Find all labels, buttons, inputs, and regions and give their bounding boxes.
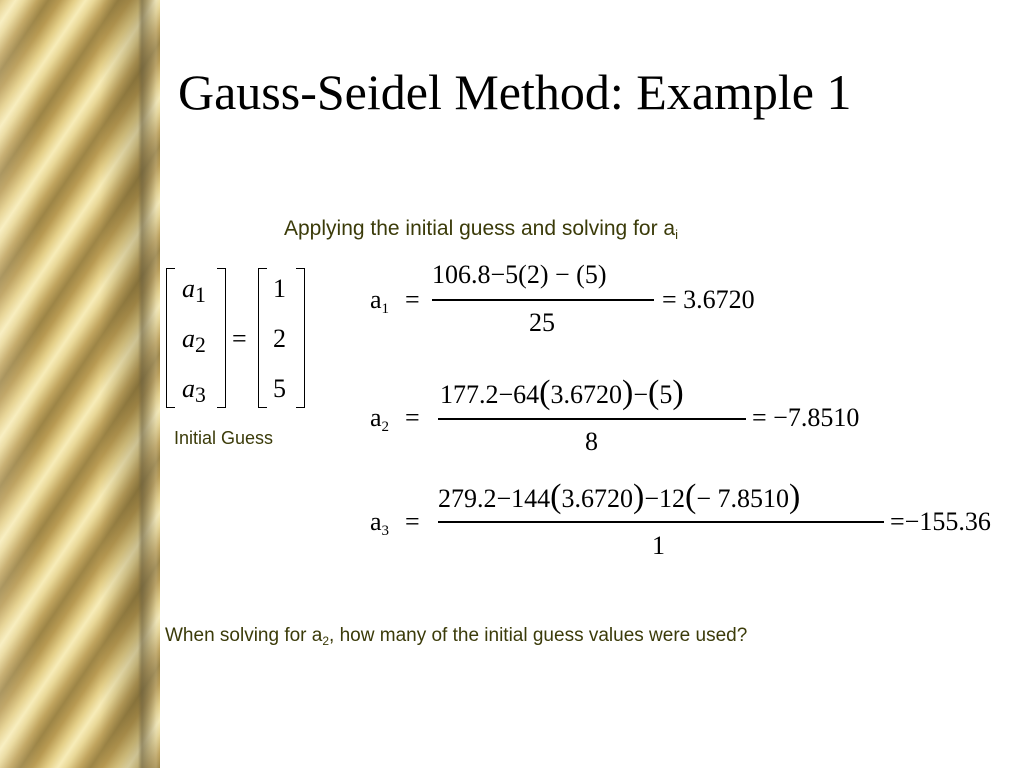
unknown-a1: $a_1$	[182, 274, 206, 307]
eq1-numerator: 106.8−5(2) − (5)	[432, 260, 607, 289]
eq3-fraction-bar	[438, 521, 884, 523]
unknown-a2: $a_2$	[182, 324, 206, 357]
value-2: 2	[273, 324, 286, 353]
sidebar-shadow	[0, 0, 160, 768]
eq2-denominator: 8	[585, 427, 598, 456]
eq1-result: = 3.6720	[662, 285, 755, 314]
value-3: 5	[273, 374, 286, 403]
question-text: When solving for $a_2$, how many of the initial guess values were used?	[165, 625, 748, 648]
unknowns-vector	[166, 268, 226, 410]
eq1-lhs: $a_1$	[370, 285, 390, 317]
eq1-fraction-bar	[432, 299, 654, 301]
left-bracket	[166, 268, 175, 408]
eq2-lhs: $a_2$	[370, 403, 390, 435]
unknown-a3: $a_3$	[182, 374, 206, 407]
subtitle-text: Applying the initial guess and solving for a	[284, 217, 676, 240]
eq1-equals: =	[405, 285, 420, 314]
eq2-numerator: 177.2−64(3.6720)−(5)	[440, 374, 684, 411]
eq3-result: =−155.36	[890, 507, 991, 536]
eq2-equals: =	[405, 403, 420, 432]
eq3-lhs: $a_3$	[370, 507, 390, 539]
eq2-fraction-bar	[438, 418, 746, 420]
right-bracket	[217, 268, 226, 408]
eq3-denominator: 1	[652, 531, 665, 560]
right-bracket	[296, 268, 305, 408]
slide-title: Gauss-Seidel Method: Example 1	[178, 64, 852, 120]
subtitle	[284, 215, 678, 249]
eq2-result: = −7.8510	[752, 403, 860, 432]
eq3-numerator: 279.2−144(3.6720)−12(− 7.8510)	[438, 478, 801, 515]
subtitle-subscript: i	[675, 227, 678, 242]
left-bracket	[258, 268, 267, 408]
eq3-equals: =	[405, 507, 420, 536]
value-1: 1	[273, 274, 286, 303]
eq1-denominator: 25	[529, 308, 555, 337]
values-vector	[258, 268, 308, 410]
matrix-equals: =	[232, 324, 247, 353]
initial-guess-label: Initial Guess	[174, 428, 274, 448]
